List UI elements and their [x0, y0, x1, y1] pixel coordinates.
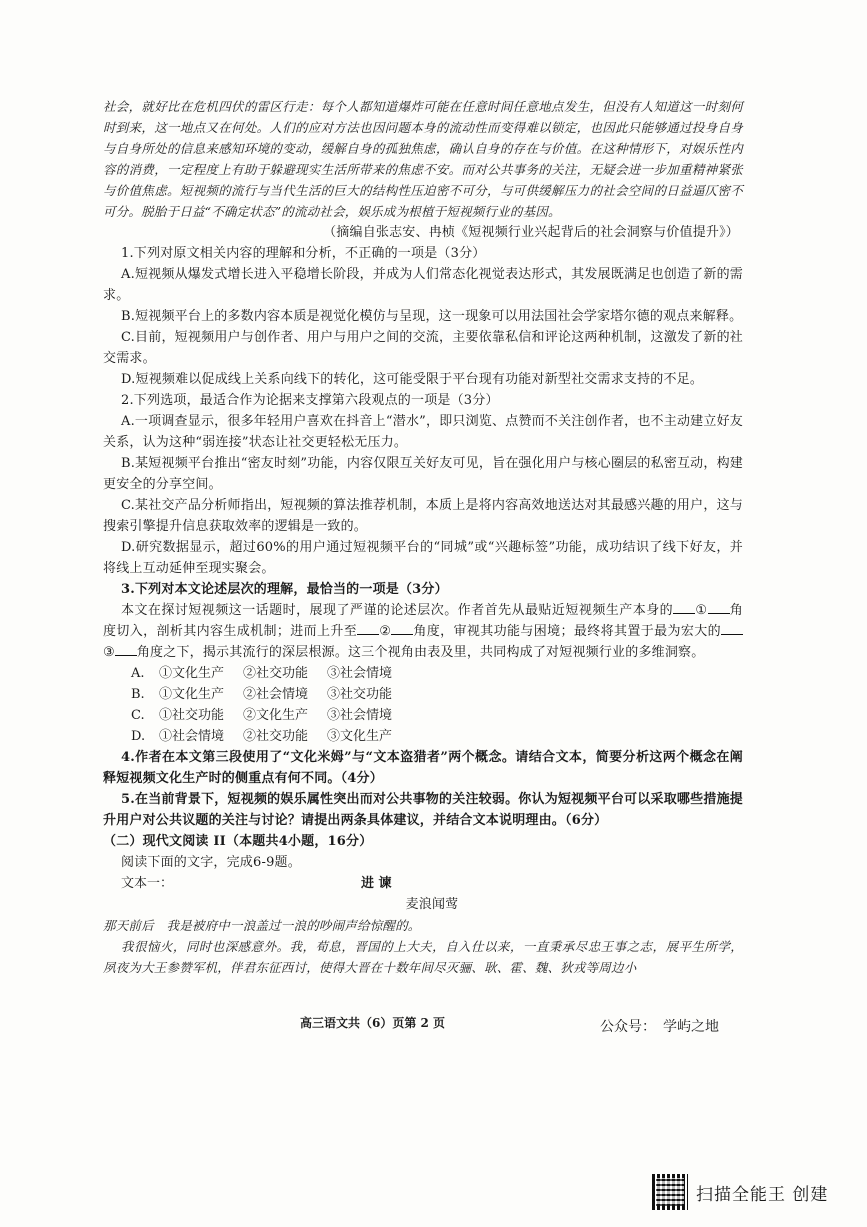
option-b: B.某短视频平台推出“密友时刻”功能，内容仅限互关好友可见，旨在强化用户与核心圈层的私密互动，构建更安全的分享空间。	[103, 456, 743, 492]
question-stem: 2.下列选项，最适合作为论据来支撑第六段观点的一项是（3分）	[121, 393, 499, 408]
story-title: 进 谏	[361, 876, 392, 891]
option-b: B.短视频平台上的多数内容本质是视觉化模仿与呈现，这一现象可以用法国社会学家塔尔德的观点来解释。	[121, 309, 743, 324]
qr-code-icon	[652, 1174, 688, 1210]
option-a: A.短视频从爆发式增长进入平稳增长阶段，并成为人们常态化视觉表达形式，其发展既满足也创造了新的需求。	[103, 267, 743, 303]
option-d: D.短视频难以促成线上关系向线下的转化，这可能受限于平台现有功能对新型社交需求支持的不足。	[121, 372, 704, 387]
question-3	[103, 579, 743, 747]
section-instruction: 阅读下面的文字，完成6-9题。	[121, 855, 301, 870]
option-item: ②社交功能	[243, 666, 309, 681]
blank-2-label: ②	[379, 624, 392, 639]
section-heading: （二）现代文阅读 II（本题共4小题，16分）	[103, 834, 373, 849]
wechat-account: 公众号： 学屿之地	[600, 1019, 719, 1035]
page-number: 高三语文共（6）页第 2 页	[300, 1016, 446, 1030]
blank-line	[708, 601, 730, 614]
option-row	[103, 726, 743, 747]
question-body	[103, 600, 743, 663]
q3-text-3: 角度，审视其功能与困境；最终将其置于最为宏大的	[413, 624, 721, 639]
option-item: ②文化生产	[243, 708, 309, 723]
story-title-row	[103, 873, 743, 894]
blank-line	[721, 622, 743, 635]
text-label: 文本一：	[121, 876, 174, 891]
option-d: D.研究数据显示，超过60%的用户通过短视频平台的“同城”或“兴趣标签”功能，成功结识了线下好友，并将线上互动延伸至现实聚会。	[103, 540, 743, 576]
option-item: ①文化生产	[159, 687, 225, 702]
option-item: ①社交功能	[159, 708, 225, 723]
option-item: ①社会情境	[159, 729, 225, 744]
question-2	[103, 390, 743, 579]
q3-text-2: 角度切入，剖析其内容生成机制；进而上升至	[103, 603, 743, 639]
blank-1-label: ①	[695, 603, 708, 618]
source-citation: （摘编自张志安、冉桢《短视频行业兴起背后的社会洞察与价值提升》）	[323, 225, 739, 240]
blank-line	[115, 643, 137, 656]
option-row	[103, 684, 743, 705]
passage-paragraph: 社会，就好比在危机四伏的雷区行走：每个人都知道爆炸可能在任意时间任意地点发生，但没有人知道这一时刻何时到来，这一地点又在何处。人们的应对方法也因问题本身的流动性而变得难以锁定，也因此只能够通过投身自身与自身所处的信息来感知环境的变动，缓解自身的孤独焦虑，确认自身的存在与价值。在这种情形下，对娱乐性内容的消费，一定程度上有助于躲避现实生活所带来的焦虑不安。而对公共事务的关注，无疑会进一步加重精神紧张与价值焦虑。短视频的流行与当代生活的巨大的结构性压迫密不可分，与可供缓解压力的社会空间的日益逼仄密不可分。脱胎于日益“不确定状态”的流动社会，娱乐成为根植于短视频行业的基因。	[103, 99, 743, 219]
scanner-watermark	[652, 1174, 828, 1210]
option-letter: B.	[131, 687, 145, 702]
option-c: C.某社交产品分析师指出，短视频的算法推荐机制，本质上是将内容高效地送达对其最感兴趣的用户，这与搜索引擎提升信息获取效率的逻辑是一致的。	[103, 498, 743, 534]
q3-text-1: 本文在探讨短视频这一话题时，展现了严谨的论述层次。作者首先从最贴近短视频生产本身的	[121, 603, 674, 618]
option-row	[103, 705, 743, 726]
story-paragraph: 那天前后 我是被府中一浪盖过一浪的吵闹声给惊醒的。	[103, 918, 421, 933]
option-letter: A.	[131, 666, 145, 681]
story-author: 麦浪闻莺	[405, 897, 459, 912]
option-item: ③社交功能	[327, 687, 393, 702]
option-item: ③社会情境	[327, 708, 393, 723]
option-c: C.目前，短视频用户与创作者、用户与用户之间的交流，主要依靠私信和评论这两种机制，这激发了新的社交需求。	[103, 330, 743, 366]
option-item: ②社交功能	[243, 729, 309, 744]
question-stem: 1.下列对原文相关内容的理解和分析，不正确的一项是（3分）	[121, 246, 486, 261]
option-item: ②社会情境	[243, 687, 309, 702]
scanner-label: 扫描全能王 创建	[696, 1184, 829, 1205]
question-5: 5.在当前背景下，短视频的娱乐属性突出而对公共事物的关注较弱。你认为短视频平台可以采取哪些措施提升用户对公共议题的关注与讨论？请提出两条具体建议，并结合文本说明理由。（6分）	[103, 792, 743, 828]
option-letter: D.	[131, 729, 146, 744]
blank-line	[673, 601, 695, 614]
option-a: A.一项调查显示，很多年轻用户喜欢在抖音上“潜水”，即只浏览、点赞而不关注创作者，也不主动建立好友关系，认为这种“弱连接”状态让社交更轻松无压力。	[103, 414, 743, 450]
page-content	[103, 96, 743, 978]
question-1	[103, 243, 743, 390]
question-stem: 3.下列对本文论述层次的理解，最恰当的一项是（3分）	[121, 582, 448, 597]
blank-3-label: ③	[103, 645, 115, 660]
option-item: ③社会情境	[327, 666, 393, 681]
option-letter: C.	[131, 708, 145, 723]
blank-line	[357, 622, 379, 635]
section-2	[103, 831, 743, 978]
q3-text-4: 角度之下，揭示其流行的深层根源。这三个视角由表及里，共同构成了对短视频行业的多维洞察。	[136, 645, 705, 660]
story-paragraph: 我很恼火，同时也深感意外。我，荀息，晋国的上大夫，自入仕以来，一直秉承尽忠王事之志，展平生所学，夙夜为大王参赞军机，伴君东征西讨，使得大晋在十数年间尽灭骊、耿、霍、魏、狄戎等周边小	[103, 939, 743, 975]
option-row	[103, 663, 743, 684]
blank-line	[391, 622, 413, 635]
option-item: ③文化生产	[327, 729, 393, 744]
option-item: ①文化生产	[159, 666, 225, 681]
question-4: 4.作者在本文第三段使用了“文化米姆”与“文本盗猎者”两个概念。请结合文本，简要分析这两个概念在阐释短视频文化生产时的侧重点有何不同。（4分）	[103, 750, 743, 786]
